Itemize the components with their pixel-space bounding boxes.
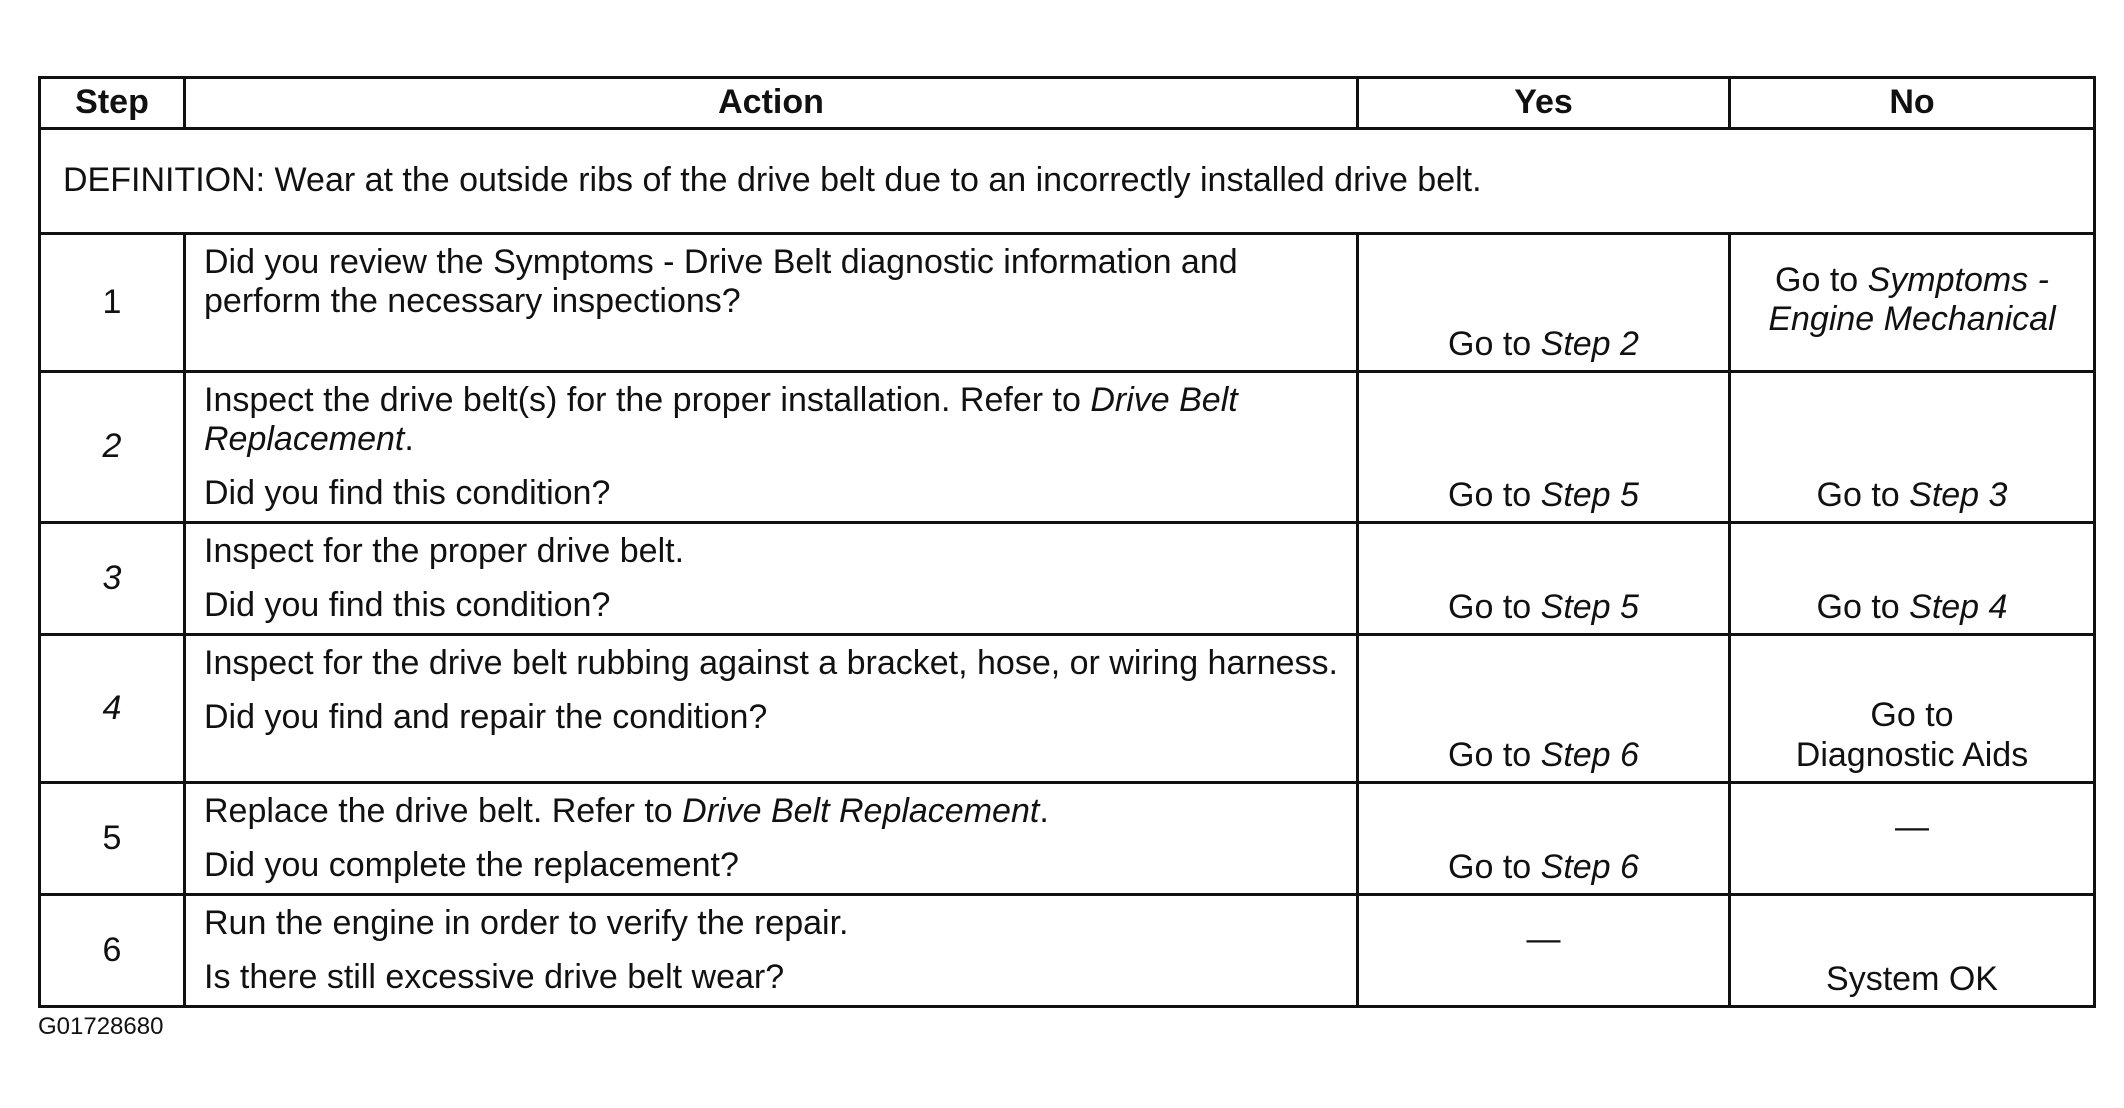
step-number: 2 <box>40 372 185 523</box>
no-prefix: Go to <box>1816 475 1910 514</box>
no-symptoms-link: Symptoms - Engine Mechanical <box>1768 261 2056 339</box>
step-number: 6 <box>40 895 185 1007</box>
action-end: . <box>1039 792 1049 831</box>
yes-step-link: Step 6 <box>1540 847 1639 886</box>
no-cell: — <box>1730 783 2095 895</box>
action-cell <box>185 895 1358 1007</box>
header-no: No <box>1730 78 2095 129</box>
yes-step-link: Step 6 <box>1540 735 1639 774</box>
yes-cell <box>1358 523 1730 635</box>
header-action: Action <box>185 78 1358 129</box>
no-prefix: Go to <box>1775 261 1868 299</box>
no-cell <box>1730 372 2095 523</box>
step-number: 1 <box>40 234 185 372</box>
action-question: Did you find this condition? <box>204 473 611 512</box>
yes-step-link: Step 5 <box>1540 475 1639 514</box>
yes-prefix: Go to <box>1448 587 1541 626</box>
no-prefix: Go to <box>1816 587 1910 626</box>
no-cell <box>1730 523 2095 635</box>
action-cell <box>185 783 1358 895</box>
diagnostic-table <box>38 76 2096 1008</box>
table-row <box>40 635 2095 783</box>
no-line-1: Go to <box>1870 696 1954 735</box>
action-cell <box>185 372 1358 523</box>
step-number: 4 <box>40 635 185 783</box>
definition-text: DEFINITION: Wear at the outside ribs of the drive belt due to an incorrectly installed drive belt. <box>40 129 2095 234</box>
yes-cell <box>1358 372 1730 523</box>
action-text: Inspect for the proper drive belt. <box>204 532 685 571</box>
yes-cell <box>1358 234 1730 372</box>
table-row <box>40 372 2095 523</box>
yes-step-link: Step 5 <box>1540 587 1639 626</box>
action-question: Did you complete the replacement? <box>204 845 739 884</box>
action-text: Run the engine in order to verify the repair. <box>204 904 849 943</box>
action-text <box>204 792 1338 831</box>
header-row <box>40 78 2095 129</box>
action-cell <box>185 635 1358 783</box>
definition-row <box>40 129 2095 234</box>
figure-id: G01728680 <box>38 1013 164 1040</box>
action-plain: Inspect the drive belt(s) for the proper installation. Refer to <box>204 381 1091 419</box>
header-yes: Yes <box>1358 78 1730 129</box>
no-step-link: Step 4 <box>1909 587 2008 626</box>
action-question: Is there still excessive drive belt wear? <box>204 957 785 996</box>
yes-prefix: Go to <box>1448 847 1541 886</box>
yes-cell <box>1358 635 1730 783</box>
step-number: 3 <box>40 523 185 635</box>
no-step-link: Step 3 <box>1909 475 2008 514</box>
no-cell <box>1730 635 2095 783</box>
table-row <box>40 523 2095 635</box>
table-row <box>40 783 2095 895</box>
no-cell: System OK <box>1730 895 2095 1007</box>
action-question: Did you find this condition? <box>204 585 611 624</box>
no-diagnostic-aids-link: Diagnostic Aids <box>1795 735 2029 774</box>
yes-prefix: Go to <box>1448 735 1541 774</box>
no-cell <box>1730 234 2095 372</box>
yes-prefix: Go to <box>1448 324 1541 363</box>
table-row <box>40 895 2095 1007</box>
action-text: Inspect for the drive belt rubbing against a bracket, hose, or wiring harness. <box>204 644 1338 683</box>
action-ref-link: Drive Belt Replacement <box>204 381 1238 459</box>
action-plain: Replace the drive belt. Refer to <box>204 792 683 831</box>
table-row <box>40 234 2095 372</box>
header-step: Step <box>40 78 185 129</box>
action-text: Did you review the Symptoms - Drive Belt diagnostic information and perform the necessary inspections? <box>204 243 1238 321</box>
yes-prefix: Go to <box>1448 475 1541 514</box>
action-cell <box>185 234 1358 372</box>
action-cell <box>185 523 1358 635</box>
action-text <box>204 381 1338 460</box>
yes-cell <box>1358 783 1730 895</box>
action-question: Did you find and repair the condition? <box>204 697 768 736</box>
yes-step-link: Step 2 <box>1540 324 1639 363</box>
step-number: 5 <box>40 783 185 895</box>
action-end: . <box>404 420 414 459</box>
action-ref-link: Drive Belt Replacement <box>682 792 1040 831</box>
yes-cell: — <box>1358 895 1730 1007</box>
